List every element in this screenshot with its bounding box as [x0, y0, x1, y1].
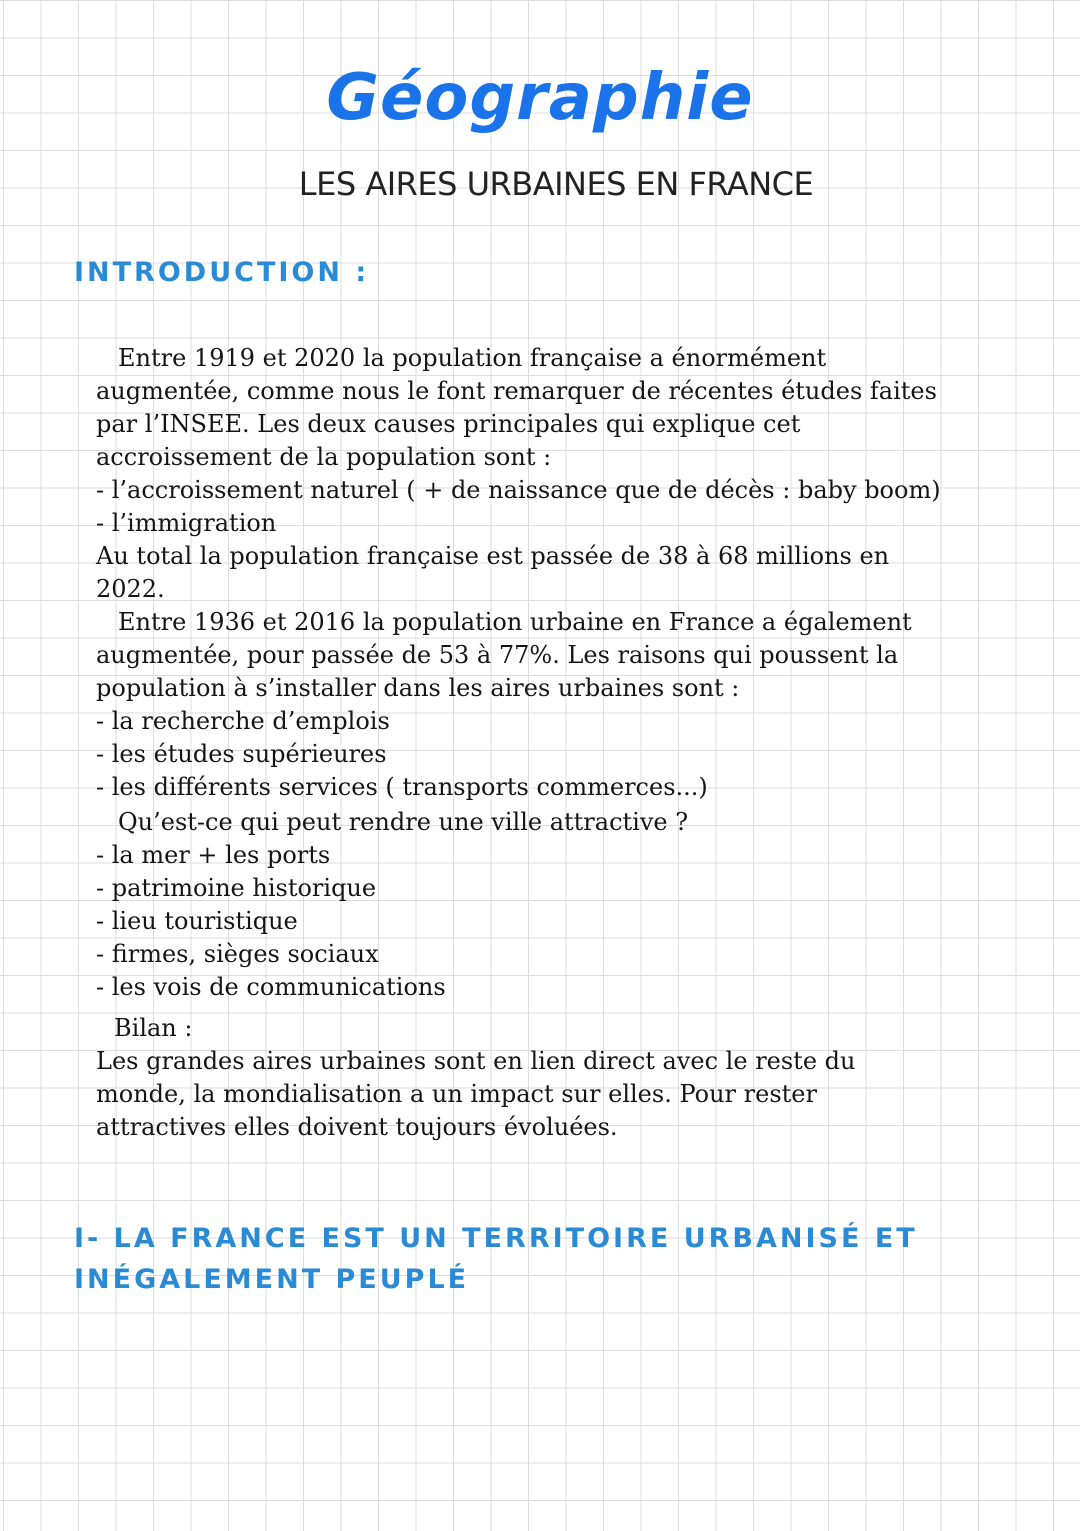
section-1-heading-line1: I- LA FRANCE EST UN TERRITOIRE URBANISÉ ET	[74, 1223, 918, 1254]
introduction-heading: INTRODUCTION :	[74, 257, 370, 288]
page-subtitle: LES AIRES URBAINES EN FRANCE	[298, 165, 814, 203]
page-title: Géographie	[326, 61, 754, 135]
text-line: accroissement de la population sont :	[96, 443, 552, 471]
text-line: par l’INSEE. Les deux causes principales qui explique cet	[96, 410, 801, 438]
list-item: - l’accroissement naturel ( + de naissance que de décès : baby boom)	[96, 476, 941, 504]
list-item: - lieu touristique	[96, 907, 298, 935]
list-item: - patrimoine historique	[96, 874, 377, 902]
list-item: - la mer + les ports	[96, 841, 331, 869]
text-line: population à s’installer dans les aires urbaines sont :	[96, 674, 740, 702]
section-1-heading-line2: INÉGALEMENT PEUPLÉ	[74, 1264, 470, 1295]
list-item: - les vois de communications	[96, 973, 446, 1001]
list-item: - firmes, sièges sociaux	[96, 940, 379, 968]
section-1-heading	[74, 1218, 974, 1300]
list-item: - l’immigration	[96, 509, 277, 537]
bilan-label: Bilan :	[114, 1014, 193, 1042]
text-line: Entre 1919 et 2020 la population française a énormément	[118, 344, 827, 372]
list-item: - les études supérieures	[96, 740, 387, 768]
introduction-body	[96, 342, 996, 1144]
list-item: - les différents services ( transports commerces...)	[96, 773, 708, 801]
text-line: Les grandes aires urbaines sont en lien direct avec le reste du	[96, 1047, 856, 1075]
text-line: 2022.	[96, 575, 165, 603]
text-line: Entre 1936 et 2016 la population urbaine en France a également	[118, 608, 912, 636]
text-line: Au total la population française est passée de 38 à 68 millions en	[96, 542, 890, 570]
question-line: Qu’est-ce qui peut rendre une ville attractive ?	[118, 808, 689, 836]
list-item: - la recherche d’emplois	[96, 707, 390, 735]
text-line: augmentée, comme nous le font remarquer de récentes études faites	[96, 377, 937, 405]
text-line: monde, la mondialisation a un impact sur elles. Pour rester	[96, 1080, 817, 1108]
text-line: attractives elles doivent toujours évoluées.	[96, 1113, 618, 1141]
text-line: augmentée, pour passée de 53 à 77%. Les raisons qui poussent la	[96, 641, 899, 669]
